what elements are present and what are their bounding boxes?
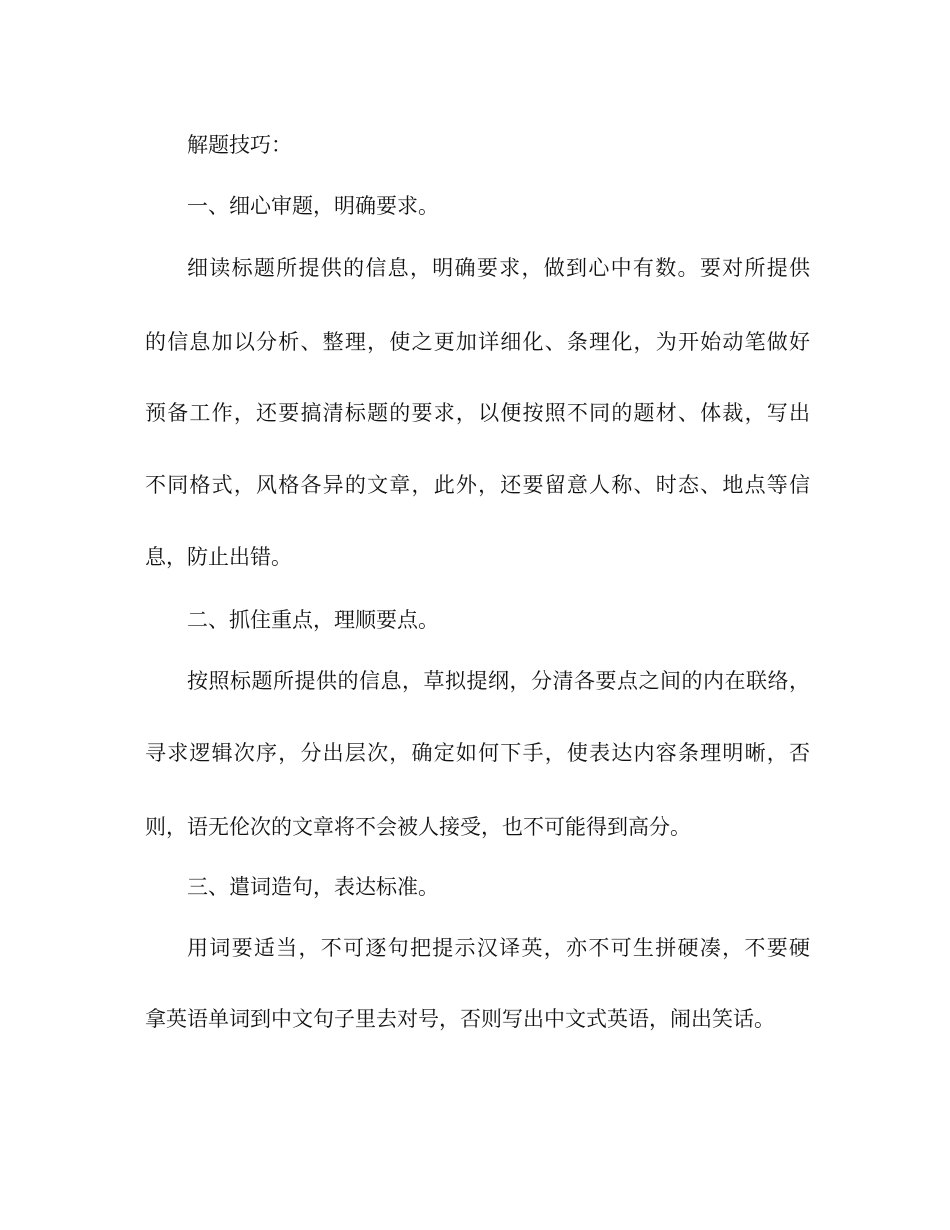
section-1-body-line-5: 息，防止出错。 <box>145 545 292 569</box>
section-1-body-line-3: 预备工作，还要搞清标题的要求，以便按照不同的题材、体裁，写出 <box>145 401 810 425</box>
section-1-body-line-2: 的信息加以分析、整理，使之更加详细化、条理化，为开始动笔做好 <box>145 330 810 354</box>
section-2-body-line-1: 按照标题所提供的信息，草拟提纲，分清各要点之间的内在联络， <box>187 669 810 693</box>
document-heading: 解题技巧： <box>187 133 292 157</box>
section-2-title: 二、抓住重点，理顺要点。 <box>187 608 439 632</box>
section-2-body-line-2: 寻求逻辑次序，分出层次，确定如何下手，使表达内容条理明晰，否 <box>145 741 810 765</box>
section-1-body-line-1: 细读标题所提供的信息，明确要求，做到心中有数。要对所提供 <box>187 256 810 280</box>
section-3-body-line-1: 用词要适当，不可逐句把提示汉译英，亦不可生拼硬凑，不要硬 <box>187 936 810 960</box>
section-2-body-line-3: 则，语无伦次的文章将不会被人接受，也不可能得到高分。 <box>145 815 691 839</box>
section-1-body-line-4: 不同格式，风格各异的文章，此外，还要留意人称、时态、地点等信 <box>145 473 810 497</box>
section-3-body-line-2: 拿英语单词到中文句子里去对号，否则写出中文式英语，闹出笑话。 <box>145 1007 775 1031</box>
section-3-title: 三、遣词造句，表达标准。 <box>187 875 439 899</box>
section-1-title: 一、细心审题，明确要求。 <box>187 194 439 218</box>
